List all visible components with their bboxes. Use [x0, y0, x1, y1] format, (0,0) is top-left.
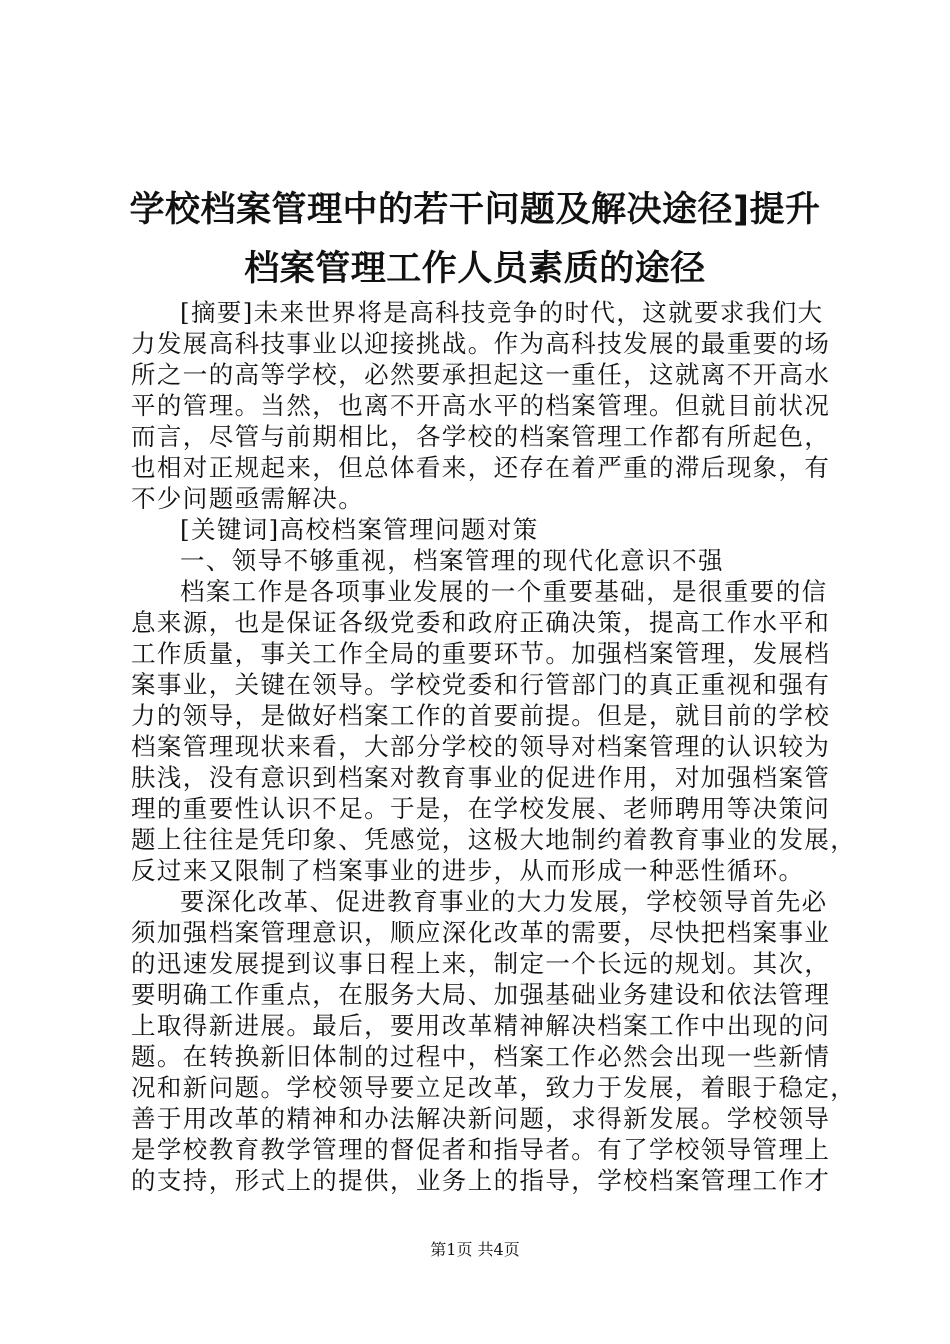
text-line: 反过来又限制了档案事业的进步，从而形成一种恶性循环。 — [131, 856, 805, 885]
text-line: 题上往往是凭印象、凭感觉，这极大地制约着教育事业的发展， — [131, 825, 857, 854]
keywords-line: [关键词]高校档案管理问题对策 — [180, 515, 539, 544]
document-body — [131, 297, 857, 1196]
page-number-footer: 第1页 共4页 — [430, 1240, 520, 1259]
text-line: 案事业，关键在领导。学校党委和行管部门的真正重视和强有 — [131, 670, 831, 699]
text-line: 理的重要性认识不足。于是，在学校发展、老师聘用等决策问 — [131, 794, 831, 823]
text-line: 工作质量，事关工作全局的重要环节。加强档案管理，发展档 — [131, 639, 831, 668]
text-line: 须加强档案管理意识，顺应深化改革的需要，尽快把档案事业 — [131, 918, 831, 947]
text-line: 上取得新进展。最后，要用改革精神解决档案工作中出现的问 — [131, 1011, 831, 1040]
text-line: [摘要]未来世界将是高科技竞争的时代，这就要求我们大 — [180, 298, 824, 327]
text-line: 的迅速发展提到议事日程上来，制定一个长远的规划。其次， — [131, 949, 831, 978]
text-line: 所之一的高等学校，必然要承担起这一重任，这就离不开高水 — [131, 360, 831, 389]
text-line: 档案管理现状来看，大部分学校的领导对档案管理的认识较为 — [131, 732, 831, 761]
text-line: 也相对正规起来，但总体看来，还存在着严重的滞后现象，有 — [131, 453, 831, 482]
text-line: 的支持，形式上的提供，业务上的指导，学校档案管理工作才 — [131, 1166, 831, 1195]
text-line: 不少问题亟需解决。 — [131, 484, 365, 513]
text-line: 肤浅，没有意识到档案对教育事业的促进作用，对加强档案管 — [131, 763, 831, 792]
text-line: 息来源，也是保证各级党委和政府正确决策，提高工作水平和 — [131, 608, 831, 637]
text-line: 而言，尽管与前期相比，各学校的档案管理工作都有所起色， — [131, 422, 831, 451]
text-line: 善于用改革的精神和办法解决新问题，求得新发展。学校领导 — [131, 1104, 831, 1133]
text-line: 况和新问题。学校领导要立足改革，致力于发展，着眼于稳定， — [131, 1073, 857, 1102]
document-title-line-1: 学校档案管理中的若干问题及解决途径]提升 — [129, 190, 821, 230]
document-title-line-2: 档案管理工作人员素质的途径 — [244, 249, 706, 289]
text-line: 力的领导，是做好档案工作的首要前提。但是，就目前的学校 — [131, 701, 831, 730]
text-line: 力发展高科技事业以迎接挑战。作为高科技发展的最重要的场 — [131, 329, 831, 358]
text-line: 平的管理。当然，也离不开高水平的档案管理。但就目前状况 — [131, 391, 831, 420]
text-line: 题。在转换新旧体制的过程中，档案工作必然会出现一些新情 — [131, 1042, 831, 1071]
text-line: 是学校教育教学管理的督促者和指导者。有了学校领导管理上 — [131, 1135, 831, 1164]
text-line: 要明确工作重点，在服务大局、加强基础业务建设和依法管理 — [131, 980, 831, 1009]
text-line: 要深化改革、促进教育事业的大力发展，学校领导首先必 — [180, 887, 828, 916]
text-line: 档案工作是各项事业发展的一个重要基础，是很重要的信 — [180, 577, 828, 606]
section-heading: 一、领导不够重视，档案管理的现代化意识不强 — [180, 546, 724, 575]
